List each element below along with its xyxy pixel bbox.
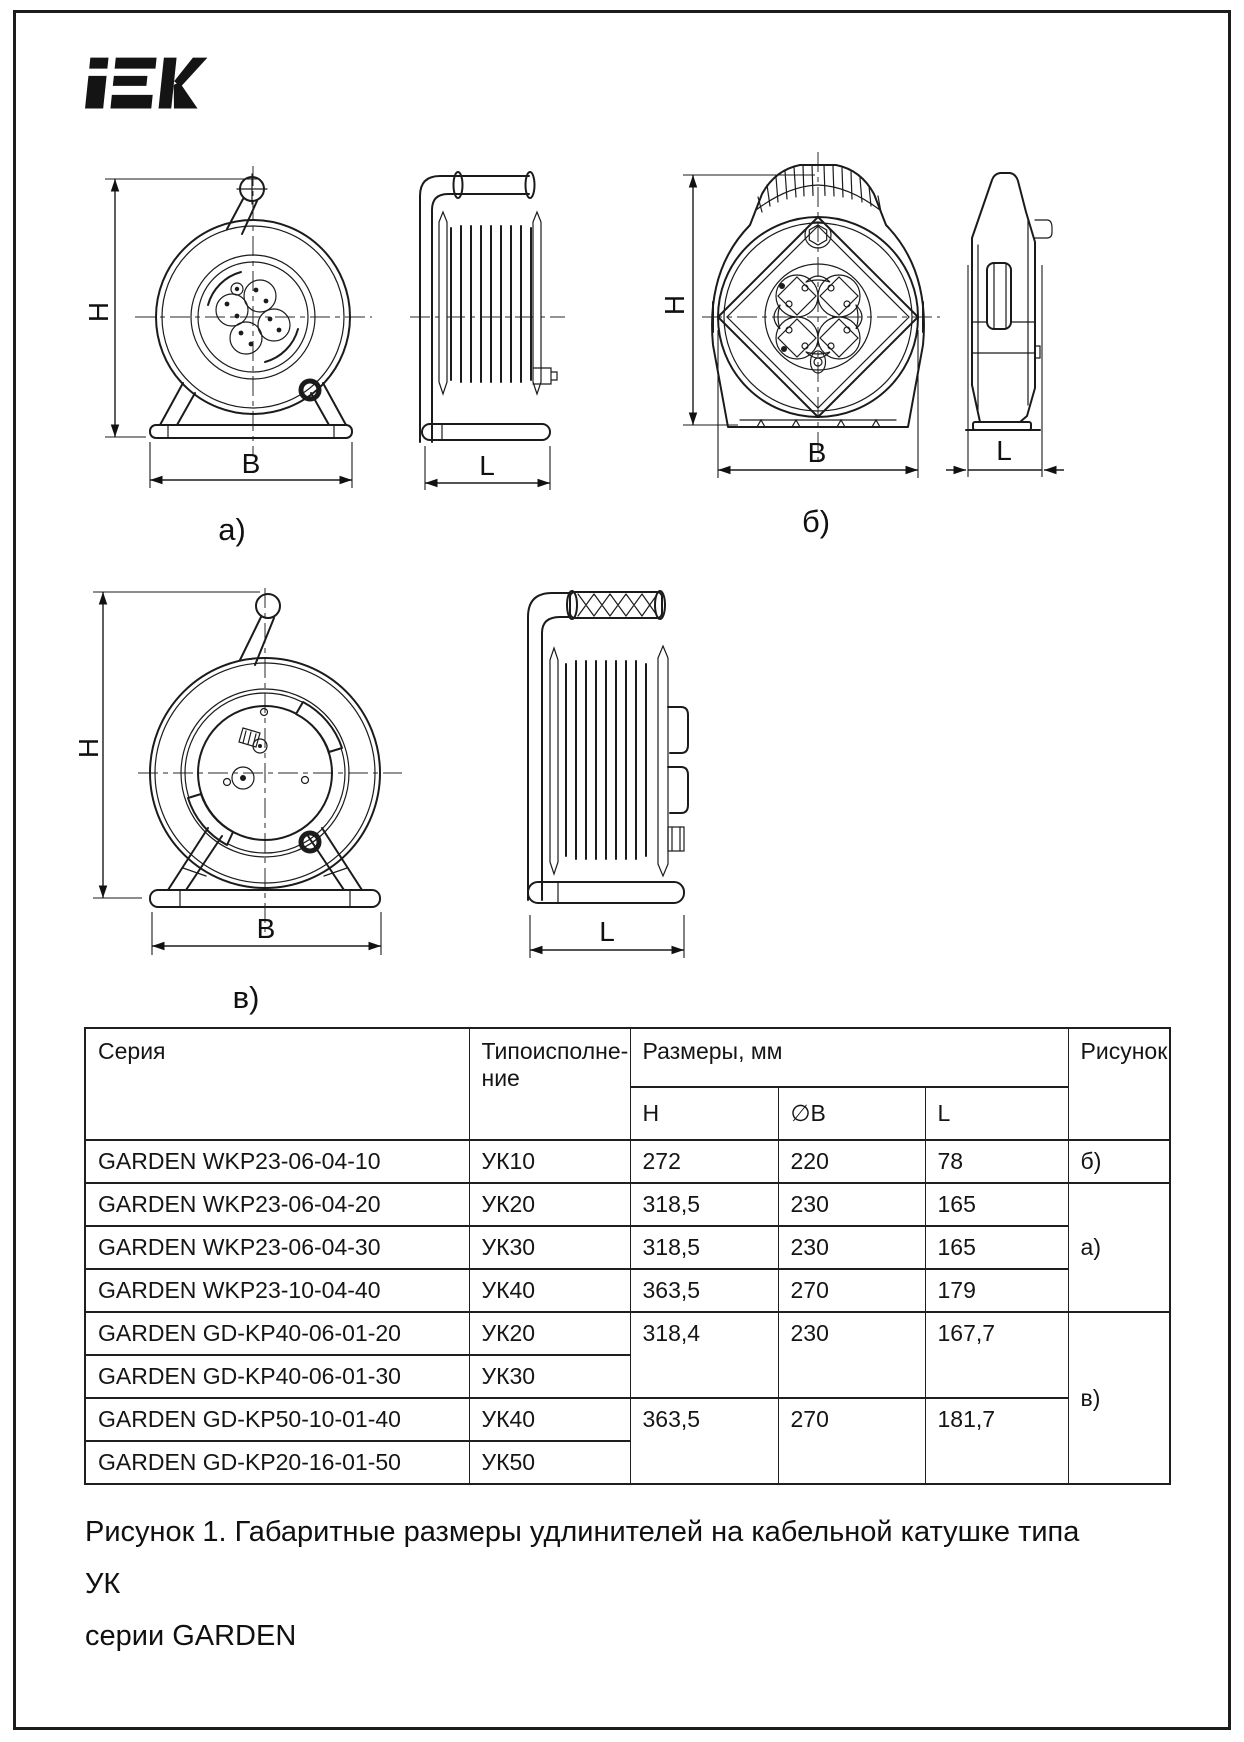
hook-lower: [668, 767, 688, 813]
hook-upper: [668, 707, 688, 753]
cell-h: 318,5: [630, 1226, 778, 1269]
cell-l: 179: [925, 1269, 1068, 1312]
cell-series: GARDEN GD-KP20-16-01-50: [85, 1441, 469, 1484]
drawing-a: [80, 150, 580, 550]
drawing-a-side-view: [410, 172, 565, 490]
cell-series: GARDEN WKP23-06-04-10: [85, 1140, 469, 1183]
cell-h: 363,5: [630, 1398, 778, 1484]
foot: [528, 882, 684, 903]
dim-h-label: H: [83, 301, 114, 323]
logo-e-mid: [113, 76, 148, 86]
figure-label-a: а): [218, 512, 246, 547]
wound-cable: [987, 263, 1011, 329]
reel-flange-right: [533, 212, 541, 394]
cell-h: 363,5: [630, 1269, 778, 1312]
logo-i-stem: [85, 76, 107, 109]
cell-type: УК40: [469, 1398, 630, 1441]
dim-b-label: B: [241, 448, 261, 479]
stand: [150, 383, 352, 438]
col-header-l: L: [925, 1087, 1068, 1140]
logo-i-dot: [89, 58, 108, 69]
cell-l: 165: [925, 1183, 1068, 1226]
carry-handle: [240, 594, 280, 665]
reel-flange-right: [658, 646, 668, 876]
drawing-b-side-view: [946, 173, 1064, 477]
logo-e-top: [115, 58, 157, 69]
cell-series: GARDEN GD-KP40-06-01-30: [85, 1355, 469, 1398]
drawing-v: [73, 530, 720, 1020]
dimensions-table: [84, 1027, 1171, 1485]
foot: [422, 424, 550, 440]
cell-figure: в): [1068, 1312, 1170, 1484]
dimension-h: [659, 175, 815, 425]
coiled-cable: [566, 661, 646, 859]
dim-b-label: B: [807, 437, 827, 468]
figure-label-b: б): [801, 504, 831, 539]
drawing-b: [610, 150, 1170, 550]
cell-b: 270: [778, 1269, 925, 1312]
cell-l: 165: [925, 1226, 1068, 1269]
caption-line-1: Рисунок 1. Габаритные размеры удлинителей на кабельной катушке типа УК: [85, 1516, 1080, 1600]
carry-handle: [227, 174, 267, 234]
plug: [668, 827, 684, 851]
col-header-series: Серия: [85, 1028, 469, 1140]
dim-h-label: H: [73, 737, 104, 759]
dim-l-label: L: [996, 435, 1012, 466]
col-header-type: Типоисполне-ние: [469, 1028, 630, 1140]
handle-ribs: [758, 165, 881, 212]
cell-b: 230: [778, 1312, 925, 1398]
cell-type: УК30: [469, 1226, 630, 1269]
figure-label-v: в): [232, 980, 260, 1015]
drawing-v-front-view: [73, 588, 402, 1015]
cell-series: GARDEN GD-KP50-10-01-40: [85, 1398, 469, 1441]
cell-h: 318,5: [630, 1183, 778, 1226]
figure-caption: [85, 1506, 1085, 1662]
cell-figure: б): [1068, 1140, 1170, 1183]
dimension-l: [946, 265, 1064, 477]
table-row: [85, 1269, 1170, 1312]
logo-e-bottom: [110, 95, 152, 109]
cell-l: 181,7: [925, 1398, 1068, 1484]
cell-b: 270: [778, 1398, 925, 1484]
table-row: [85, 1183, 1170, 1226]
cell-b: 220: [778, 1140, 925, 1183]
table-header-row-1: [85, 1028, 1170, 1087]
cell-figure: а): [1068, 1183, 1170, 1312]
cell-type: УК50: [469, 1441, 630, 1484]
table-row: [85, 1226, 1170, 1269]
dimension-l: [425, 446, 550, 490]
grip-handle: [567, 591, 665, 619]
dim-l-label: L: [599, 916, 615, 947]
hub-details: [224, 709, 309, 790]
col-header-h: H: [630, 1087, 778, 1140]
cell-type: УК20: [469, 1183, 630, 1226]
reel-flange-left: [439, 212, 447, 394]
table-row: [85, 1312, 1170, 1355]
caption-line-2: серии GARDEN: [85, 1620, 297, 1652]
logo-k-lower-arm: [171, 82, 200, 108]
dimension-h: [73, 592, 260, 898]
dim-h-label: H: [659, 294, 690, 316]
cell-type: УК10: [469, 1140, 630, 1183]
cell-b: 230: [778, 1183, 925, 1226]
dim-b-label: B: [256, 913, 276, 944]
cell-h: 318,4: [630, 1312, 778, 1398]
cell-series: GARDEN WKP23-06-04-20: [85, 1183, 469, 1226]
cell-b: 230: [778, 1226, 925, 1269]
cell-series: GARDEN WKP23-10-04-40: [85, 1269, 469, 1312]
table-row: [85, 1398, 1170, 1441]
coiled-cable: [451, 226, 531, 382]
cell-l: 78: [925, 1140, 1068, 1183]
col-header-db: ∅B: [778, 1087, 925, 1140]
dimension-l: [530, 915, 684, 958]
reel-flange-left: [550, 648, 558, 874]
col-header-figure: Рисунок: [1068, 1028, 1170, 1140]
drawing-b-front-view: [659, 152, 940, 539]
col-header-dims: Размеры, мм: [630, 1028, 1068, 1087]
cell-type: УК30: [469, 1355, 630, 1398]
cell-h: 272: [630, 1140, 778, 1183]
table-row: [85, 1140, 1170, 1183]
iek-logo: [84, 54, 202, 114]
cell-l: 167,7: [925, 1312, 1068, 1398]
cell-type: УК20: [469, 1312, 630, 1355]
foot: [973, 422, 1031, 430]
drawing-a-front-view: [83, 166, 372, 547]
grip-handle: [454, 172, 535, 198]
dimension-b: [150, 442, 352, 488]
plug: [1035, 220, 1052, 238]
cell-series: GARDEN WKP23-06-04-30: [85, 1226, 469, 1269]
dimension-h: [83, 179, 258, 437]
dimension-b: [152, 912, 381, 955]
cell-type: УК40: [469, 1269, 630, 1312]
logo-k-stem: [159, 58, 177, 109]
cell-series: GARDEN GD-KP40-06-01-20: [85, 1312, 469, 1355]
drawing-v-side-view: [528, 591, 688, 958]
dim-l-label: L: [479, 450, 495, 481]
